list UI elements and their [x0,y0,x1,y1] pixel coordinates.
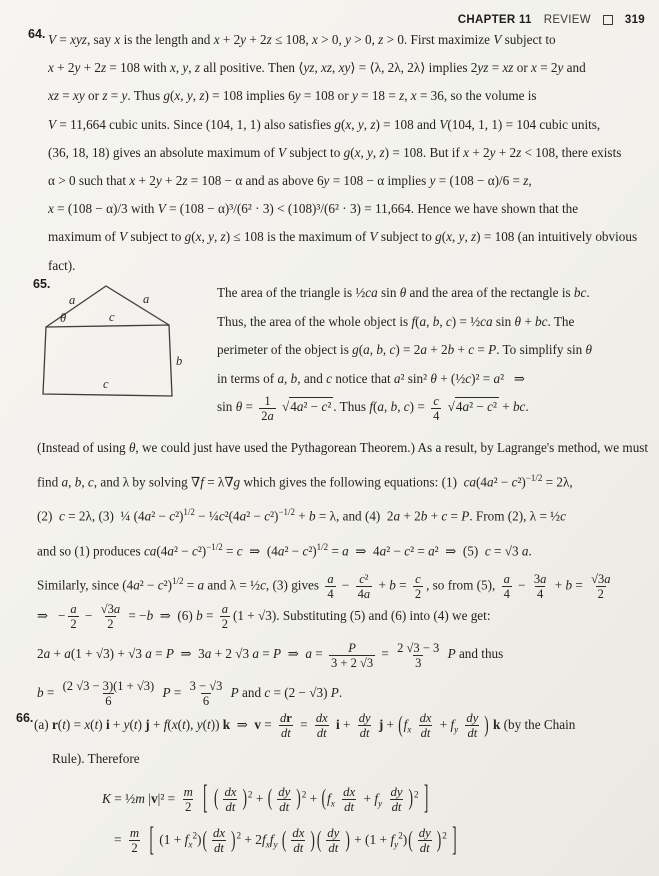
problem-64-number: 64. [28,27,46,41]
problem-65-number: 65. [33,277,51,291]
figure-label-base-bottom: c [103,377,109,391]
solution-line: perimeter of the object is g(a, b, c) = 2a + 2b + c = P. To simplify sin θ [217,342,592,358]
house-figure [33,276,217,423]
solution-line: Similarly, since $(4a^2 - c^2)^{1/2} = a$ and λ = ½c, (3) gives $\frac{a}{4}$ − $\frac{\text{c²}}{4a}$ + b = $\frac{c}{2}$ , so from (5), $\frac{a}{4}$ − $\frac{3a}{4}$ + b = $\frac{√3a}{2}$ [37,571,611,601]
solution-line: (36, 18, 18) gives an absolute maximum of V subject to g(x, y, z) = 108. But if x + 2y + 2z < 108, there exists [48,144,622,160]
solution-line: sin θ = $\frac{1}{2a}$ √4a² − c² . Thus f(a, b, c) = $\frac{c}{4}$ √4a² − c² + bc. [217,393,529,423]
solution-line: V = xyz, say x is the length and x + 2y + 2z ≤ 108, x > 0, y > 0, z > 0. First maximize V subject to [48,32,556,47]
figure-label-side-left: a [69,293,76,307]
problem-65-right-column [217,276,653,423]
figure-label-height: b [176,354,183,368]
solution-line: find a, b, c, and λ by solving ∇f = λ∇g which gives the following equations: (1) $ca(4a^2 - c^2)^{-1/2} = 2\lambda$, [37,472,573,490]
problem-65 [33,276,653,709]
section-label: REVIEW [543,14,591,26]
solution-line: fact). [48,257,76,273]
solution-line: maximum of V subject to g(x, y, z) ≤ 108 is the maximum of V subject to g(x, y, z) = 108 (an intuitively obvious [48,229,638,245]
display-equation: = $\frac{m}{2}$ [ $(1 + f_x^2)$( $\frac{dx}{dt}$ )$^2 + 2f_xf_y$ ( $\frac{dx}{dt}$ ) ( $\frac{dy}{dt}$ ) + $(1 + f_y^2)$( $\frac{dy}{dt}$ )$^2$ ] [114,819,457,858]
display-equation: K = ½m |v|² = $\frac{m}{2}$ [ ( $\frac{dx}{dt}$ )$^2$ + ( $\frac{dy}{dt}$ )$^2 + (f_x$ $\frac{dx}{dt}$ + $f_y$ $\frac{dy}{dt}$ )$^2$ ] [102,778,429,816]
solution-line: α > 0 such that x + 2y + 2z = 108 − α and as above 6y = 108 − α implies y = (108 − α)/6 = z, [48,173,532,189]
figure-label-angle: θ [60,311,67,325]
chapter-label: CHAPTER 11 [457,14,532,26]
problem-66 [16,710,652,856]
problem-65-figure-row [33,276,653,423]
problem-64-solution [48,26,650,280]
solution-line: in terms of a, b, and c notice that a² sin² θ + (½c)² = a² ⇒ [217,370,525,386]
solution-line: x = (108 − α)/3 with V = (108 − α)³/(6² · 3) < (108)³/(6² · 3) = 11,664. Hence we have shown that the [48,201,579,217]
solution-line: V = 11,664 cubic units. Since (104, 1, 1) also satisfies g(x, y, z) = 108 and V(104, 1, 1) = 104 cubic units, [48,116,601,132]
problem-66-solution [34,710,652,856]
solution-line: ⇒ − $\frac{a}{2}$ − $\frac{√3a}{2}$ = −b ⇒ (6) b = $\frac{a}{2}$ (1 + √3). Substituting (5) and (6) into (4) we get: [37,602,491,632]
problem-66-number: 66. [16,711,34,725]
solution-line: and so (1) produces $ca(4a^2 - c^2)^{-1/2} = c$ ⇒ $(4a^2 - c^2)^{1/2} = a$ ⇒ 4a² − c² = a² ⇒ (5) c = √3 a. [37,541,532,559]
solution-line: (2) c = 2λ, (3) ¼ $(4a^2 - c^2)^{1/2}$ − ¼c²(4a² − c²)$^{-1/2}$ + b = λ, and (4) 2a + 2b + c = P. From (2), λ = ½c [37,507,566,524]
solution-line: (Instead of using θ, we could just have used the Pythagorean Theorem.) As a result, by Lagrange's method, we must [37,439,649,455]
figure-label-side-right: a [143,292,150,306]
house-diagram [41,282,193,404]
solution-line: The area of the triangle is ½ca sin θ and the area of the rectangle is bc. [217,285,590,300]
figure-label-base-top: c [109,310,115,324]
solution-line: xz = xy or z = y. Thus g(x, y, z) = 108 implies 6y = 108 or y = 18 = z, x = 36, so the volume is [48,88,537,104]
problem-65-continued [37,433,653,709]
page-number: 319 [624,14,645,26]
problem-64 [28,26,650,280]
page-header [458,14,645,26]
solution-line: Thus, the area of the whole object is f(a, b, c) = ½ca sin θ + bc. The [217,313,575,329]
solution-line: x + 2y + 2z = 108 with x, y, z all positive. Then ⟨yz, xz, xy⟩ = ⟨λ, 2λ, 2λ⟩ implies 2yz = xz or x = 2y and [48,60,586,76]
solution-line: (a) r(t) = x(t) i + y(t) j + f(x(t), y(t)) k ⇒ v = $\frac{dr}{dt}$ = $\frac{dx}{dt}$ i + $\frac{dy}{dt}$ $j + (f_x$ $\frac{dx}{dt}$ + $f_y$ $\frac{dy}{dt}$ ) k (by the Chain [34,711,576,741]
solution-line: b = $\frac{(2 √3 - 3)(1 + √3)}{6}$ P = $\frac{3 - √3}{6}$ P and c = (2 − √3) P. [37,679,343,709]
square-marker-icon [603,15,613,25]
solution-line: 2a + a(1 + √3) + √3 a = P ⇒ 3a + 2 √3 a = P ⇒ a = $\frac{P}{3 + 2 √3}$ = $\frac{2 √3 - 3}{3}$ P and thus [37,640,504,670]
solution-line: Rule). Therefore [52,750,140,766]
